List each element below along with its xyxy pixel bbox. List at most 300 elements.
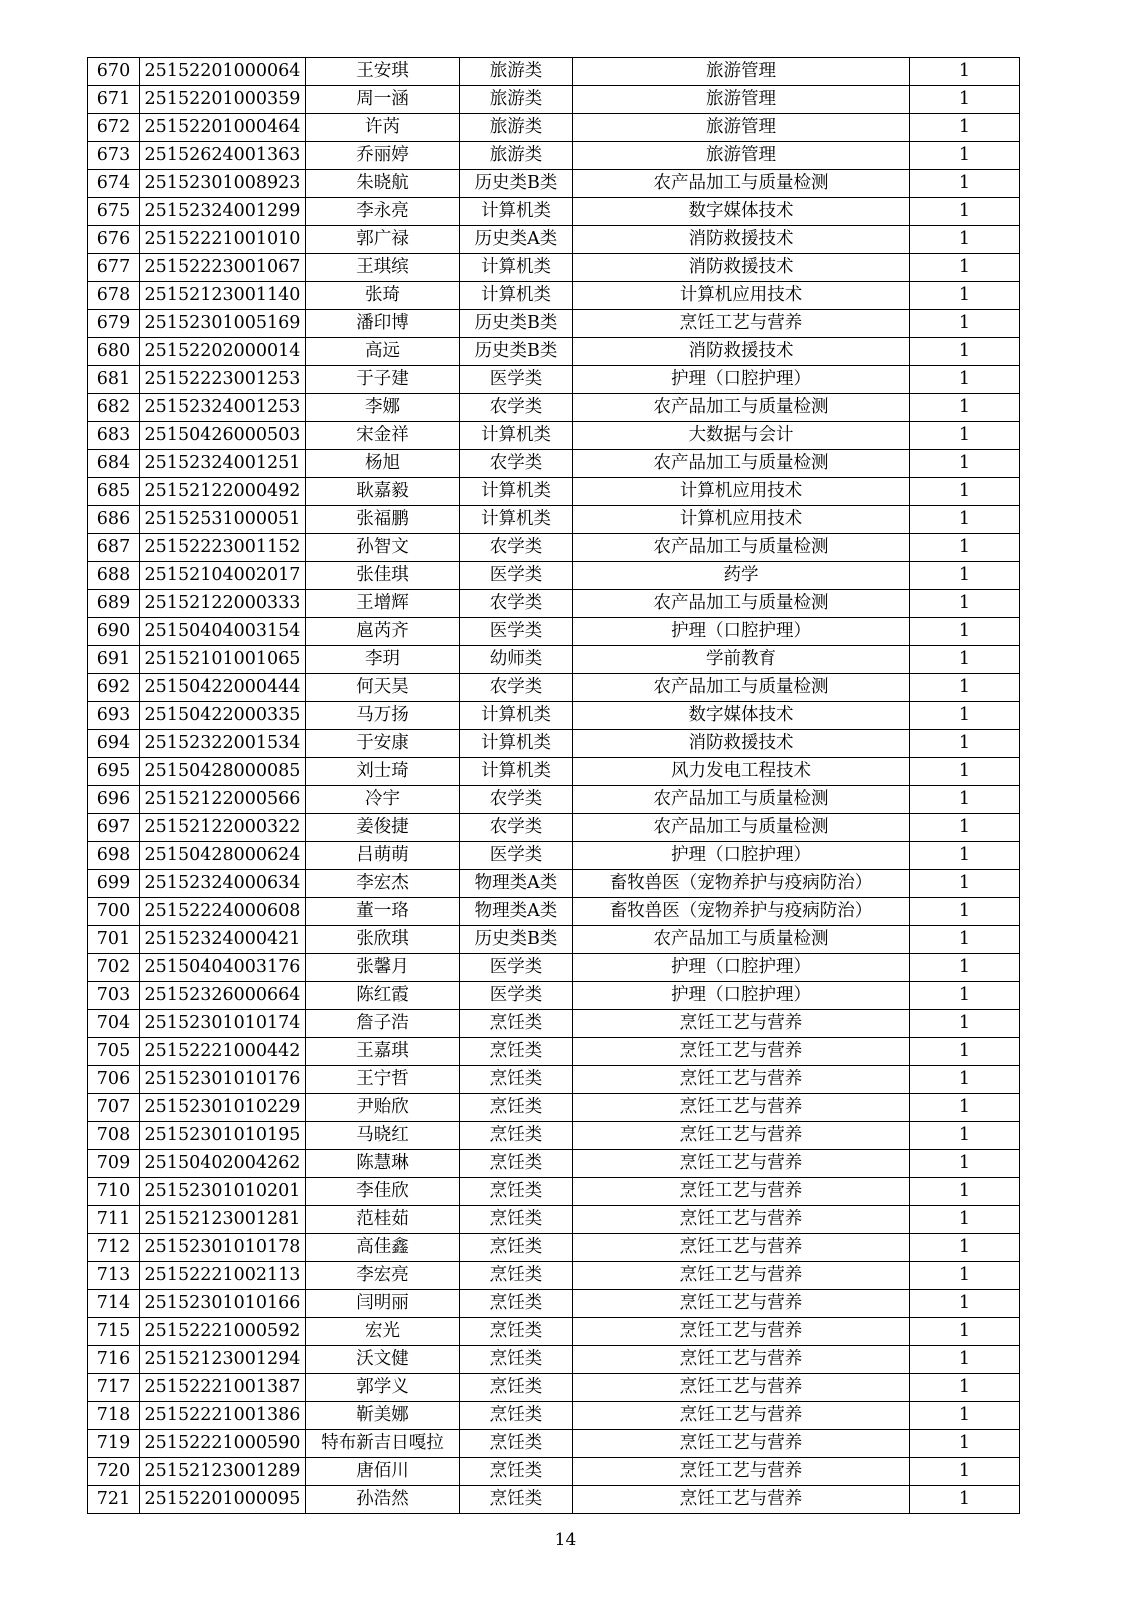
row-index-cell: 691 (88, 646, 140, 674)
student-name-cell: 陈红霞 (306, 982, 460, 1010)
table-row (88, 1430, 1020, 1458)
count-cell: 1 (910, 1038, 1020, 1066)
count-cell: 1 (910, 730, 1020, 758)
major-cell: 计算机应用技术 (573, 282, 910, 310)
row-index-cell: 695 (88, 758, 140, 786)
subject-category-cell: 烹饪类 (460, 1318, 573, 1346)
student-name-cell: 杨旭 (306, 450, 460, 478)
subject-category-cell: 计算机类 (460, 730, 573, 758)
student-name-cell: 王宁哲 (306, 1066, 460, 1094)
row-index-cell: 682 (88, 394, 140, 422)
row-index-cell: 676 (88, 226, 140, 254)
row-index-cell: 697 (88, 814, 140, 842)
major-cell: 畜牧兽医（宠物养护与疫病防治） (573, 898, 910, 926)
student-name-cell: 沃文健 (306, 1346, 460, 1374)
count-cell: 1 (910, 814, 1020, 842)
student-name-cell: 郭广禄 (306, 226, 460, 254)
row-index-cell: 673 (88, 142, 140, 170)
major-cell: 畜牧兽医（宠物养护与疫病防治） (573, 870, 910, 898)
row-index-cell: 683 (88, 422, 140, 450)
student-name-cell: 宋金祥 (306, 422, 460, 450)
count-cell: 1 (910, 170, 1020, 198)
subject-category-cell: 计算机类 (460, 478, 573, 506)
row-index-cell: 688 (88, 562, 140, 590)
candidate-number-cell: 25152324000634 (140, 870, 306, 898)
table-row (88, 478, 1020, 506)
candidate-number-cell: 25150404003176 (140, 954, 306, 982)
subject-category-cell: 烹饪类 (460, 1038, 573, 1066)
major-cell: 烹饪工艺与营养 (573, 1374, 910, 1402)
subject-category-cell: 烹饪类 (460, 1066, 573, 1094)
candidate-number-cell: 25152326000664 (140, 982, 306, 1010)
major-cell: 旅游管理 (573, 58, 910, 86)
table-row (88, 646, 1020, 674)
student-name-cell: 郭学义 (306, 1374, 460, 1402)
major-cell: 烹饪工艺与营养 (573, 310, 910, 338)
student-name-cell: 张琦 (306, 282, 460, 310)
student-name-cell: 董一珞 (306, 898, 460, 926)
count-cell: 1 (910, 1290, 1020, 1318)
row-index-cell: 707 (88, 1094, 140, 1122)
major-cell: 烹饪工艺与营养 (573, 1178, 910, 1206)
count-cell: 1 (910, 562, 1020, 590)
count-cell: 1 (910, 870, 1020, 898)
candidate-number-cell: 25152122000492 (140, 478, 306, 506)
major-cell: 消防救援技术 (573, 338, 910, 366)
subject-category-cell: 计算机类 (460, 758, 573, 786)
candidate-number-cell: 25150404003154 (140, 618, 306, 646)
count-cell: 1 (910, 1150, 1020, 1178)
major-cell: 农产品加工与质量检测 (573, 170, 910, 198)
major-cell: 烹饪工艺与营养 (573, 1066, 910, 1094)
table-row (88, 1374, 1020, 1402)
table-row (88, 842, 1020, 870)
subject-category-cell: 烹饪类 (460, 1262, 573, 1290)
major-cell: 烹饪工艺与营养 (573, 1262, 910, 1290)
count-cell: 1 (910, 338, 1020, 366)
major-cell: 烹饪工艺与营养 (573, 1038, 910, 1066)
count-cell: 1 (910, 1402, 1020, 1430)
student-name-cell: 于安康 (306, 730, 460, 758)
row-index-cell: 703 (88, 982, 140, 1010)
count-cell: 1 (910, 702, 1020, 730)
table-row (88, 814, 1020, 842)
major-cell: 烹饪工艺与营养 (573, 1290, 910, 1318)
subject-category-cell: 烹饪类 (460, 1402, 573, 1430)
row-index-cell: 687 (88, 534, 140, 562)
major-cell: 数字媒体技术 (573, 702, 910, 730)
table-row (88, 590, 1020, 618)
student-name-cell: 宏光 (306, 1318, 460, 1346)
row-index-cell: 694 (88, 730, 140, 758)
candidate-number-cell: 25152224000608 (140, 898, 306, 926)
student-name-cell: 李宏亮 (306, 1262, 460, 1290)
count-cell: 1 (910, 1206, 1020, 1234)
student-name-cell: 何天昊 (306, 674, 460, 702)
subject-category-cell: 旅游类 (460, 58, 573, 86)
count-cell: 1 (910, 58, 1020, 86)
student-name-cell: 于子建 (306, 366, 460, 394)
candidate-number-cell: 25150426000503 (140, 422, 306, 450)
table-row (88, 1094, 1020, 1122)
table-row (88, 114, 1020, 142)
student-name-cell: 闫明丽 (306, 1290, 460, 1318)
count-cell: 1 (910, 198, 1020, 226)
major-cell: 农产品加工与质量检测 (573, 394, 910, 422)
candidate-number-cell: 25152221002113 (140, 1262, 306, 1290)
subject-category-cell: 烹饪类 (460, 1234, 573, 1262)
count-cell: 1 (910, 954, 1020, 982)
major-cell: 护理（口腔护理） (573, 842, 910, 870)
count-cell: 1 (910, 226, 1020, 254)
candidate-number-cell: 25152123001294 (140, 1346, 306, 1374)
count-cell: 1 (910, 114, 1020, 142)
candidate-number-cell: 25152223001152 (140, 534, 306, 562)
count-cell: 1 (910, 142, 1020, 170)
major-cell: 农产品加工与质量检测 (573, 926, 910, 954)
subject-category-cell: 历史类B类 (460, 310, 573, 338)
major-cell: 大数据与会计 (573, 422, 910, 450)
major-cell: 烹饪工艺与营养 (573, 1486, 910, 1514)
row-index-cell: 686 (88, 506, 140, 534)
student-name-cell: 乔丽婷 (306, 142, 460, 170)
subject-category-cell: 旅游类 (460, 86, 573, 114)
count-cell: 1 (910, 1066, 1020, 1094)
major-cell: 消防救援技术 (573, 254, 910, 282)
page-number: 14 (554, 1530, 577, 1550)
student-name-cell: 陈慧琳 (306, 1150, 460, 1178)
student-name-cell: 潘印博 (306, 310, 460, 338)
student-name-cell: 耿嘉毅 (306, 478, 460, 506)
student-name-cell: 尹贻欣 (306, 1094, 460, 1122)
row-index-cell: 689 (88, 590, 140, 618)
roster-table (87, 57, 1020, 1514)
candidate-number-cell: 25152101001065 (140, 646, 306, 674)
table-row (88, 366, 1020, 394)
table-row (88, 394, 1020, 422)
subject-category-cell: 历史类A类 (460, 226, 573, 254)
count-cell: 1 (910, 394, 1020, 422)
table-row (88, 1178, 1020, 1206)
major-cell: 烹饪工艺与营养 (573, 1206, 910, 1234)
table-row (88, 506, 1020, 534)
table-row (88, 898, 1020, 926)
row-index-cell: 677 (88, 254, 140, 282)
student-name-cell: 张福鹏 (306, 506, 460, 534)
table-row (88, 954, 1020, 982)
candidate-number-cell: 25150402004262 (140, 1150, 306, 1178)
subject-category-cell: 农学类 (460, 590, 573, 618)
subject-category-cell: 历史类B类 (460, 170, 573, 198)
student-name-cell: 吕萌萌 (306, 842, 460, 870)
subject-category-cell: 烹饪类 (460, 1122, 573, 1150)
row-index-cell: 716 (88, 1346, 140, 1374)
student-name-cell: 李玥 (306, 646, 460, 674)
student-name-cell: 周一涵 (306, 86, 460, 114)
major-cell: 药学 (573, 562, 910, 590)
table-row (88, 226, 1020, 254)
major-cell: 护理（口腔护理） (573, 982, 910, 1010)
subject-category-cell: 烹饪类 (460, 1430, 573, 1458)
major-cell: 护理（口腔护理） (573, 954, 910, 982)
row-index-cell: 672 (88, 114, 140, 142)
count-cell: 1 (910, 1346, 1020, 1374)
count-cell: 1 (910, 1094, 1020, 1122)
table-row (88, 1402, 1020, 1430)
subject-category-cell: 物理类A类 (460, 870, 573, 898)
table-row (88, 254, 1020, 282)
count-cell: 1 (910, 1486, 1020, 1514)
student-name-cell: 靳美娜 (306, 1402, 460, 1430)
major-cell: 风力发电工程技术 (573, 758, 910, 786)
row-index-cell: 706 (88, 1066, 140, 1094)
major-cell: 烹饪工艺与营养 (573, 1094, 910, 1122)
subject-category-cell: 计算机类 (460, 282, 573, 310)
subject-category-cell: 旅游类 (460, 114, 573, 142)
major-cell: 农产品加工与质量检测 (573, 786, 910, 814)
major-cell: 烹饪工艺与营养 (573, 1430, 910, 1458)
major-cell: 烹饪工艺与营养 (573, 1010, 910, 1038)
row-index-cell: 690 (88, 618, 140, 646)
student-name-cell: 王增辉 (306, 590, 460, 618)
subject-category-cell: 烹饪类 (460, 1206, 573, 1234)
major-cell: 农产品加工与质量检测 (573, 674, 910, 702)
row-index-cell: 715 (88, 1318, 140, 1346)
major-cell: 计算机应用技术 (573, 506, 910, 534)
candidate-number-cell: 25152201000064 (140, 58, 306, 86)
subject-category-cell: 烹饪类 (460, 1458, 573, 1486)
table-row (88, 786, 1020, 814)
student-name-cell: 王安琪 (306, 58, 460, 86)
student-name-cell: 高佳鑫 (306, 1234, 460, 1262)
candidate-number-cell: 25150428000624 (140, 842, 306, 870)
table-row (88, 310, 1020, 338)
count-cell: 1 (910, 1430, 1020, 1458)
major-cell: 农产品加工与质量检测 (573, 590, 910, 618)
subject-category-cell: 物理类A类 (460, 898, 573, 926)
student-name-cell: 唐佰川 (306, 1458, 460, 1486)
count-cell: 1 (910, 282, 1020, 310)
row-index-cell: 685 (88, 478, 140, 506)
count-cell: 1 (910, 926, 1020, 954)
student-name-cell: 李佳欣 (306, 1178, 460, 1206)
row-index-cell: 712 (88, 1234, 140, 1262)
candidate-number-cell: 25152104002017 (140, 562, 306, 590)
row-index-cell: 679 (88, 310, 140, 338)
row-index-cell: 675 (88, 198, 140, 226)
student-name-cell: 冷宇 (306, 786, 460, 814)
subject-category-cell: 医学类 (460, 842, 573, 870)
major-cell: 农产品加工与质量检测 (573, 534, 910, 562)
student-name-cell: 孙浩然 (306, 1486, 460, 1514)
row-index-cell: 701 (88, 926, 140, 954)
subject-category-cell: 烹饪类 (460, 1290, 573, 1318)
candidate-number-cell: 25152301010174 (140, 1010, 306, 1038)
subject-category-cell: 烹饪类 (460, 1374, 573, 1402)
subject-category-cell: 幼师类 (460, 646, 573, 674)
student-name-cell: 詹子浩 (306, 1010, 460, 1038)
table-row (88, 982, 1020, 1010)
candidate-number-cell: 25152221000442 (140, 1038, 306, 1066)
candidate-number-cell: 25152301010176 (140, 1066, 306, 1094)
candidate-number-cell: 25152123001281 (140, 1206, 306, 1234)
subject-category-cell: 烹饪类 (460, 1486, 573, 1514)
row-index-cell: 711 (88, 1206, 140, 1234)
major-cell: 计算机应用技术 (573, 478, 910, 506)
candidate-number-cell: 25152221001386 (140, 1402, 306, 1430)
subject-category-cell: 医学类 (460, 618, 573, 646)
major-cell: 护理（口腔护理） (573, 366, 910, 394)
candidate-number-cell: 25152322001534 (140, 730, 306, 758)
table-row (88, 86, 1020, 114)
count-cell: 1 (910, 86, 1020, 114)
candidate-number-cell: 25152324000421 (140, 926, 306, 954)
table-row (88, 282, 1020, 310)
count-cell: 1 (910, 1122, 1020, 1150)
subject-category-cell: 烹饪类 (460, 1094, 573, 1122)
table-row (88, 1010, 1020, 1038)
row-index-cell: 709 (88, 1150, 140, 1178)
major-cell: 旅游管理 (573, 114, 910, 142)
subject-category-cell: 医学类 (460, 562, 573, 590)
count-cell: 1 (910, 1318, 1020, 1346)
row-index-cell: 720 (88, 1458, 140, 1486)
table-row (88, 338, 1020, 366)
row-index-cell: 693 (88, 702, 140, 730)
row-index-cell: 700 (88, 898, 140, 926)
row-index-cell: 708 (88, 1122, 140, 1150)
student-name-cell: 张馨月 (306, 954, 460, 982)
candidate-number-cell: 25152301008923 (140, 170, 306, 198)
count-cell: 1 (910, 506, 1020, 534)
count-cell: 1 (910, 254, 1020, 282)
count-cell: 1 (910, 786, 1020, 814)
candidate-number-cell: 25150422000335 (140, 702, 306, 730)
subject-category-cell: 农学类 (460, 394, 573, 422)
subject-category-cell: 医学类 (460, 366, 573, 394)
subject-category-cell: 烹饪类 (460, 1178, 573, 1206)
count-cell: 1 (910, 366, 1020, 394)
candidate-number-cell: 25152324001251 (140, 450, 306, 478)
row-index-cell: 692 (88, 674, 140, 702)
roster-table-body (88, 58, 1020, 1514)
student-name-cell: 孙智文 (306, 534, 460, 562)
count-cell: 1 (910, 842, 1020, 870)
subject-category-cell: 烹饪类 (460, 1150, 573, 1178)
table-row (88, 450, 1020, 478)
subject-category-cell: 历史类B类 (460, 338, 573, 366)
table-row (88, 1318, 1020, 1346)
table-row (88, 170, 1020, 198)
count-cell: 1 (910, 898, 1020, 926)
subject-category-cell: 烹饪类 (460, 1346, 573, 1374)
student-name-cell: 朱晓航 (306, 170, 460, 198)
candidate-number-cell: 25152324001299 (140, 198, 306, 226)
subject-category-cell: 农学类 (460, 450, 573, 478)
candidate-number-cell: 25152221000590 (140, 1430, 306, 1458)
candidate-number-cell: 25152202000014 (140, 338, 306, 366)
table-row (88, 534, 1020, 562)
count-cell: 1 (910, 422, 1020, 450)
candidate-number-cell: 25152122000322 (140, 814, 306, 842)
table-row (88, 674, 1020, 702)
candidate-number-cell: 25150428000085 (140, 758, 306, 786)
major-cell: 烹饪工艺与营养 (573, 1318, 910, 1346)
student-name-cell: 李宏杰 (306, 870, 460, 898)
candidate-number-cell: 25152324001253 (140, 394, 306, 422)
row-index-cell: 702 (88, 954, 140, 982)
count-cell: 1 (910, 618, 1020, 646)
row-index-cell: 698 (88, 842, 140, 870)
student-name-cell: 王琪缤 (306, 254, 460, 282)
subject-category-cell: 计算机类 (460, 198, 573, 226)
count-cell: 1 (910, 1178, 1020, 1206)
count-cell: 1 (910, 1458, 1020, 1486)
major-cell: 消防救援技术 (573, 730, 910, 758)
count-cell: 1 (910, 590, 1020, 618)
candidate-number-cell: 25152221001010 (140, 226, 306, 254)
subject-category-cell: 烹饪类 (460, 1010, 573, 1038)
table-row (88, 702, 1020, 730)
row-index-cell: 671 (88, 86, 140, 114)
row-index-cell: 674 (88, 170, 140, 198)
row-index-cell: 705 (88, 1038, 140, 1066)
table-row (88, 1346, 1020, 1374)
student-name-cell: 张佳琪 (306, 562, 460, 590)
row-index-cell: 681 (88, 366, 140, 394)
count-cell: 1 (910, 450, 1020, 478)
candidate-number-cell: 25152123001140 (140, 282, 306, 310)
row-index-cell: 704 (88, 1010, 140, 1038)
candidate-number-cell: 25152201000359 (140, 86, 306, 114)
table-row (88, 926, 1020, 954)
candidate-number-cell: 25152221001387 (140, 1374, 306, 1402)
subject-category-cell: 农学类 (460, 674, 573, 702)
count-cell: 1 (910, 1010, 1020, 1038)
row-index-cell: 710 (88, 1178, 140, 1206)
subject-category-cell: 医学类 (460, 982, 573, 1010)
subject-category-cell: 计算机类 (460, 702, 573, 730)
major-cell: 农产品加工与质量检测 (573, 814, 910, 842)
table-row (88, 1038, 1020, 1066)
major-cell: 烹饪工艺与营养 (573, 1122, 910, 1150)
student-name-cell: 扈芮齐 (306, 618, 460, 646)
row-index-cell: 719 (88, 1430, 140, 1458)
row-index-cell: 713 (88, 1262, 140, 1290)
student-name-cell: 刘士琦 (306, 758, 460, 786)
candidate-number-cell: 25152201000095 (140, 1486, 306, 1514)
table-row (88, 422, 1020, 450)
candidate-number-cell: 25152301010178 (140, 1234, 306, 1262)
row-index-cell: 699 (88, 870, 140, 898)
row-index-cell: 670 (88, 58, 140, 86)
major-cell: 消防救援技术 (573, 226, 910, 254)
student-name-cell: 姜俊捷 (306, 814, 460, 842)
candidate-number-cell: 25152122000566 (140, 786, 306, 814)
count-cell: 1 (910, 1262, 1020, 1290)
table-row (88, 1150, 1020, 1178)
subject-category-cell: 农学类 (460, 814, 573, 842)
major-cell: 旅游管理 (573, 142, 910, 170)
major-cell: 烹饪工艺与营养 (573, 1402, 910, 1430)
row-index-cell: 714 (88, 1290, 140, 1318)
candidate-number-cell: 25152223001067 (140, 254, 306, 282)
subject-category-cell: 计算机类 (460, 254, 573, 282)
candidate-number-cell: 25152301010229 (140, 1094, 306, 1122)
candidate-number-cell: 25152301010166 (140, 1290, 306, 1318)
major-cell: 数字媒体技术 (573, 198, 910, 226)
major-cell: 护理（口腔护理） (573, 618, 910, 646)
